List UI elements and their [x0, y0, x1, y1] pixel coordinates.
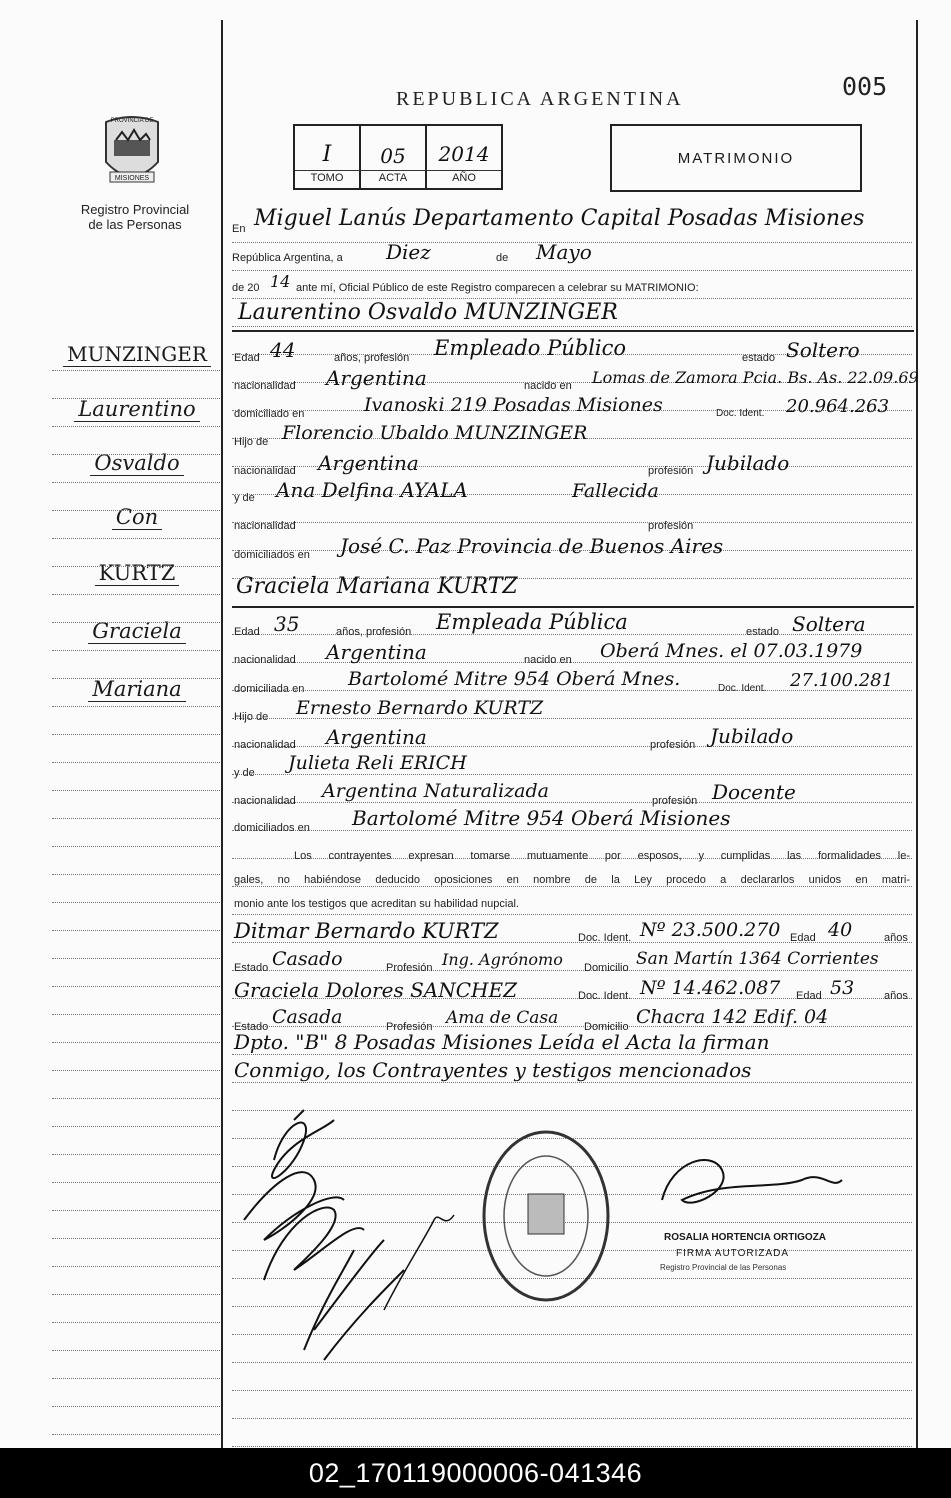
- body-ruled-line: [232, 1054, 912, 1055]
- witness1-doc-label: Doc. Ident.: [578, 932, 632, 944]
- left-ruled-line: [52, 454, 220, 455]
- left-ruled-line: [52, 958, 220, 959]
- left-ruled-line: [52, 1322, 220, 1323]
- bride-mother-nationality: Argentina Naturalizada: [322, 780, 549, 802]
- page-number: 005: [842, 72, 888, 101]
- document-footer-code: 02_170119000006-041346: [0, 1448, 951, 1498]
- intro-place: Miguel Lanús Departamento Capital Posadas Misiones: [254, 206, 865, 231]
- witness1-estado-label: Estado: [234, 962, 269, 974]
- margin-name-2: [52, 397, 222, 421]
- anio-value: 2014: [438, 142, 490, 166]
- left-ruled-line: [52, 930, 220, 931]
- section-separator: [232, 606, 914, 608]
- seal-bottom-text: MISIONES: [114, 175, 150, 182]
- left-ruled-line: [52, 1042, 220, 1043]
- bride-father-nationality: Argentina: [326, 725, 427, 749]
- body-ruled-line: [232, 1082, 912, 1083]
- left-ruled-line: [52, 1266, 220, 1267]
- margin-name-1: [52, 342, 222, 366]
- witness2-doc: Nº 14.462.087: [640, 977, 781, 999]
- witness2-edad-label: Edad: [796, 990, 822, 1002]
- record-number-box: [293, 124, 503, 190]
- intro-text: ante mí, Oficial Público de este Registro comparecen a celebrar su MATRIMONIO:: [296, 282, 699, 294]
- registry-name-line1: Registro Provincial: [80, 202, 190, 217]
- declaration-line-1: Los contrayentes expresan tomarse mutuamente por esposos, y cumplidas las formalidades le-: [294, 850, 910, 862]
- en-label: En: [232, 223, 246, 235]
- groom-mother: Ana Delfina AYALA: [276, 478, 468, 502]
- de20-label: de 20: [232, 282, 260, 294]
- left-ruled-line: [52, 1070, 220, 1071]
- groom-father-profession: Jubilado: [706, 451, 790, 475]
- country-title: REPUBLICA ARGENTINA: [396, 88, 684, 110]
- witness1-domicilio-label: Domicilio: [584, 962, 629, 974]
- margin-name-text: Graciela: [88, 619, 185, 644]
- left-ruled-line: [52, 762, 220, 763]
- tomo-value: I: [322, 142, 332, 167]
- left-ruled-line: [52, 1378, 220, 1379]
- witness2-profesion-label: Profesión: [386, 1021, 433, 1033]
- body-ruled-line: [232, 830, 912, 831]
- body-ruled-line: [232, 1418, 912, 1419]
- body-ruled-line: [232, 1446, 912, 1447]
- left-ruled-line: [52, 986, 220, 987]
- right-margin-border: [916, 20, 918, 1448]
- bride-mother: Julieta Reli ERICH: [288, 752, 467, 774]
- body-ruled-line: [232, 1390, 912, 1391]
- body-ruled-line: [232, 326, 912, 327]
- bride-profession: Empleada Pública: [436, 610, 628, 634]
- groom-father: Florencio Ubaldo MUNZINGER: [282, 422, 588, 444]
- bride-father-prof-label: profesión: [650, 739, 696, 751]
- left-ruled-line: [52, 874, 220, 875]
- left-ruled-line: [52, 510, 220, 511]
- bride-father: Ernesto Bernardo KURTZ: [296, 697, 544, 719]
- witness1-anos-label: años: [884, 932, 908, 944]
- left-ruled-line: [52, 1126, 220, 1127]
- groom-doc-label: Doc. Ident.: [716, 408, 765, 419]
- left-ruled-line: [52, 1238, 220, 1239]
- bride-anos-profesion-label: años, profesión: [336, 626, 412, 638]
- witness1-edad-label: Edad: [790, 932, 816, 944]
- witness1-address: San Martín 1364 Corrientes: [636, 949, 879, 969]
- left-ruled-line: [52, 902, 220, 903]
- bride-parents-address: Bartolomé Mitre 954 Oberá Misiones: [352, 806, 731, 830]
- left-ruled-line: [52, 1098, 220, 1099]
- bride-doc: 27.100.281: [790, 670, 894, 691]
- groom-age: 44: [270, 338, 296, 362]
- groom-edad-label: Edad: [234, 352, 260, 364]
- left-ruled-line: [52, 678, 220, 679]
- margin-name-7: [52, 677, 222, 701]
- groom-nationality-label: nacionalidad: [234, 380, 296, 392]
- anio-label: AÑO: [452, 172, 476, 184]
- official-stamp-icon: [478, 1126, 614, 1306]
- bride-nationality-label: nacionalidad: [234, 654, 296, 666]
- tomo-label: TOMO: [310, 172, 344, 184]
- witness2-estado-label: Estado: [234, 1021, 269, 1033]
- groom-estado: Soltero: [786, 338, 860, 362]
- witness1-estado: Casado: [272, 948, 343, 970]
- body-ruled-line: [232, 270, 912, 271]
- groom-mother-nat-label: nacionalidad: [234, 520, 296, 532]
- declaration-line-3: monio ante los testigos que acreditan su habilidad nupcial.: [234, 898, 519, 910]
- left-ruled-line: [52, 1406, 220, 1407]
- left-ruled-line: [52, 846, 220, 847]
- groom-parents-dom-label: domiciliados en: [234, 549, 310, 561]
- groom-father-prof-label: profesión: [648, 465, 694, 477]
- left-ruled-line: [52, 1210, 220, 1211]
- bride-edad-label: Edad: [234, 626, 260, 638]
- witness2-doc-label: Doc. Ident.: [578, 990, 632, 1002]
- body-ruled-line: [232, 970, 912, 971]
- de-label: de: [496, 252, 509, 264]
- witness1-profesion-label: Profesión: [386, 962, 433, 974]
- groom-name: Laurentino Osvaldo MUNZINGER: [238, 300, 618, 325]
- groom-father-nationality: Argentina: [318, 451, 419, 475]
- margin-name-text: MUNZINGER: [63, 342, 211, 367]
- intro-year-suffix: 14: [270, 272, 291, 291]
- bride-address: Bartolomé Mitre 954 Oberá Mnes.: [348, 668, 681, 690]
- left-ruled-line: [52, 818, 220, 819]
- margin-name-text: Laurentino: [74, 397, 199, 422]
- section-separator: [232, 330, 914, 332]
- intro-day: Diez: [386, 240, 431, 264]
- groom-yde-label: y de: [234, 492, 255, 504]
- groom-nationality: Argentina: [326, 366, 427, 390]
- left-ruled-line: [52, 790, 220, 791]
- marriage-type-label: MATRIMONIO: [677, 150, 795, 167]
- witness2-estado: Casada: [272, 1006, 343, 1028]
- left-ruled-line: [52, 734, 220, 735]
- witness2-domicilio-label: Domicilio: [584, 1021, 629, 1033]
- bride-mother-nat-label: nacionalidad: [234, 795, 296, 807]
- bride-nacido-label: nacido en: [524, 654, 572, 666]
- groom-parents-address: José C. Paz Provincia de Buenos Aires: [340, 534, 724, 558]
- witness2-address: Chacra 142 Edif. 04: [636, 1006, 829, 1028]
- official-title: FIRMA AUTORIZADA: [676, 1248, 790, 1259]
- bride-father-nat-label: nacionalidad: [234, 739, 296, 751]
- marriage-type-box: [610, 124, 862, 192]
- left-ruled-line: [52, 1154, 220, 1155]
- bride-mother-profession: Docente: [712, 780, 796, 804]
- witness1-profession: Ing. Agrónomo: [442, 950, 563, 969]
- left-ruled-line: [52, 1434, 220, 1435]
- seal-top-text: PROVINCIA DE: [110, 118, 154, 124]
- groom-nacido-label: nacido en: [524, 380, 572, 392]
- left-ruled-line: [52, 538, 220, 539]
- bride-estado: Soltera: [792, 612, 866, 636]
- acta-value: 05: [380, 144, 406, 168]
- left-ruled-line: [52, 650, 220, 651]
- groom-mother-prof-label: profesión: [648, 520, 694, 532]
- declaration-line-2: gales, no habiéndose deducido oposiciones en nombre de la Ley procedo a declararlos unidos en matri-: [234, 874, 910, 886]
- witness2-anos-label: años: [884, 990, 908, 1002]
- left-ruled-line: [52, 1014, 220, 1015]
- groom-profession: Empleado Público: [434, 336, 627, 360]
- registry-name-line2: de las Personas: [88, 217, 182, 232]
- body-ruled-line: [232, 774, 912, 775]
- left-ruled-line: [52, 370, 220, 371]
- left-ruled-line: [52, 1350, 220, 1351]
- republica-label: República Argentina, a: [232, 252, 343, 264]
- intro-month: Mayo: [536, 240, 592, 264]
- body-ruled-line: [232, 802, 912, 803]
- witness2-profession: Ama de Casa: [446, 1008, 559, 1028]
- margin-name-text: KURTZ: [95, 561, 180, 586]
- bride-father-profession: Jubilado: [710, 724, 794, 748]
- groom-mother-note: Fallecida: [572, 480, 659, 502]
- bride-birth: Oberá Mnes. el 07.03.1979: [600, 640, 863, 662]
- bride-age: 35: [274, 612, 300, 636]
- left-ruled-line: [52, 706, 220, 707]
- signature-scribbles: [234, 1100, 474, 1370]
- left-ruled-line: [52, 1294, 220, 1295]
- left-ruled-line: [52, 426, 220, 427]
- left-ruled-line: [52, 398, 220, 399]
- groom-father-nat-label: nacionalidad: [234, 465, 296, 477]
- groom-address: Ivanoski 219 Posadas Misiones: [364, 394, 663, 416]
- closing-line-1: Dpto. "B" 8 Posadas Misiones Leída el Acta la firman: [234, 1030, 770, 1054]
- witness1-doc: Nº 23.500.270: [640, 919, 781, 941]
- margin-name-text: Osvaldo: [90, 451, 183, 476]
- witness1-name: Ditmar Bernardo KURTZ: [234, 919, 499, 943]
- bride-nationality: Argentina: [326, 640, 427, 664]
- left-ruled-line: [52, 622, 220, 623]
- margin-name-text: Con: [112, 505, 162, 530]
- body-ruled-line: [232, 886, 912, 887]
- left-margin-border: [221, 20, 223, 1448]
- left-ruled-line: [52, 566, 220, 567]
- bride-hija-label: Hijo de: [234, 711, 269, 723]
- body-ruled-line: [232, 522, 912, 523]
- witness1-age: 40: [828, 919, 853, 941]
- body-ruled-line: [232, 914, 912, 915]
- bride-mother-prof-label: profesión: [652, 795, 698, 807]
- acta-label: ACTA: [378, 172, 408, 184]
- margin-name-5: [52, 561, 222, 585]
- official-name: ROSALIA HORTENCIA ORTIGOZA: [664, 1232, 827, 1243]
- groom-anos-profesion-label: años, profesión: [334, 352, 410, 364]
- registry-name: [50, 202, 220, 232]
- groom-domiciliado-label: domiciliado en: [234, 408, 305, 420]
- margin-name-4: [52, 505, 222, 529]
- bride-name: Graciela Mariana KURTZ: [236, 574, 518, 599]
- left-ruled-line: [52, 1182, 220, 1183]
- official-signature: [652, 1140, 852, 1220]
- left-ruled-line: [52, 482, 220, 483]
- margin-name-text: Mariana: [88, 677, 185, 702]
- bride-doc-label: Doc. Ident.: [718, 683, 767, 694]
- groom-hijo-label: Hijo de: [234, 436, 269, 448]
- bride-parents-dom-label: domiciliados en: [234, 822, 310, 834]
- groom-birth: Lomas de Zamora Pcia. Bs. As. 22.09.69: [592, 368, 919, 387]
- official-office: Registro Provincial de las Personas: [660, 1263, 787, 1272]
- groom-estado-label: estado: [742, 352, 776, 364]
- bride-yde-label: y de: [234, 767, 255, 779]
- record-box-rule: [295, 170, 501, 171]
- body-ruled-line: [232, 298, 912, 299]
- closing-line-2: Conmigo, los Contrayentes y testigos mencionados: [234, 1058, 752, 1082]
- left-ruled-line: [52, 594, 220, 595]
- witness2-age: 53: [830, 977, 855, 999]
- bride-estado-label: estado: [746, 626, 780, 638]
- bride-domiciliada-label: domiciliada en: [234, 683, 305, 695]
- groom-doc: 20.964.263: [786, 396, 890, 417]
- witness2-name: Graciela Dolores SANCHEZ: [234, 978, 517, 1002]
